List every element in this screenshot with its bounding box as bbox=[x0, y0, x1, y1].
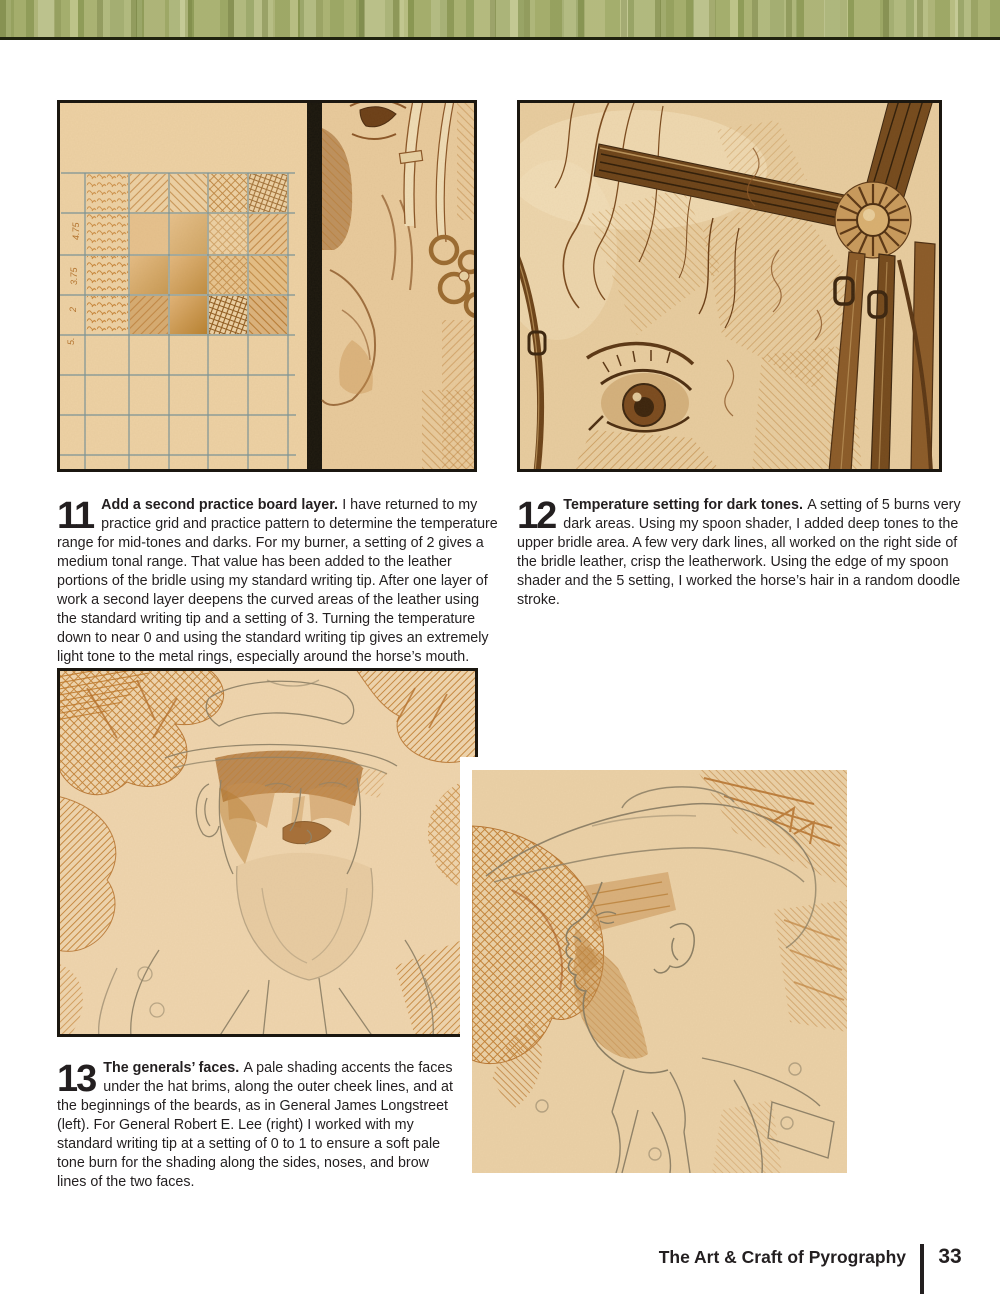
figure-bridle-closeup-photo bbox=[517, 100, 942, 472]
figure-practice-board-photo bbox=[57, 100, 477, 472]
step-number: 12 bbox=[517, 495, 556, 538]
header-green-band bbox=[0, 0, 1000, 40]
step-title: The generals’ faces. bbox=[103, 1060, 240, 1077]
step-body: A setting of 5 burns very dark areas. Using my spoon shader, I added deep tones to the upper bridle area. A few very dark lines, all worked on the right side of the bridle leather, crisp the leatherwork. Using the edge of my spoon shader and the 5 setting, I worked the horse’s hair in a random doodle stroke. bbox=[517, 497, 961, 609]
step-title: Add a second practice board layer. bbox=[101, 497, 338, 514]
page-number: 33 bbox=[938, 1245, 962, 1268]
step-body: A pale shading accents the faces under the hat brims, along the outer cheek lines, and at the beginnings of the beards, as in General James Longstreet (left). For General Robert E. Lee (right) I worked with my standard writing tip at a setting of 0 to 1 to ensure a soft pale tone burn for the shading along the sides, noses, and brow lines of the two faces. bbox=[57, 1060, 453, 1191]
step-number: 13 bbox=[57, 1058, 96, 1101]
step-number: 11 bbox=[57, 495, 94, 538]
step-title: Temperature setting for dark tones. bbox=[563, 497, 803, 514]
caption-step-11 bbox=[57, 496, 501, 667]
figure-longstreet-photo bbox=[57, 668, 478, 1037]
caption-step-13 bbox=[57, 1059, 459, 1192]
step-body: I have returned to my practice grid and practice pattern to determine the temperature range for mid-tones and darks. For my burner, a setting of 2 gives a medium tonal range. That value has been added to the leather portions of the bridle using my standard writing tip. After one layer of work a second layer deepens the curved areas of the leather using the standard writing tip and a setting of 3. Turning the temperature down to near 0 and using the standard writing tip gives an extremely light tone to the metal rings, especially around the horse’s mouth. bbox=[57, 497, 498, 666]
figure-lee-photo bbox=[460, 757, 847, 1173]
footer-divider-bar bbox=[920, 1244, 924, 1294]
book-title: The Art & Craft of Pyrography bbox=[658, 1247, 906, 1267]
caption-step-12 bbox=[517, 496, 961, 610]
